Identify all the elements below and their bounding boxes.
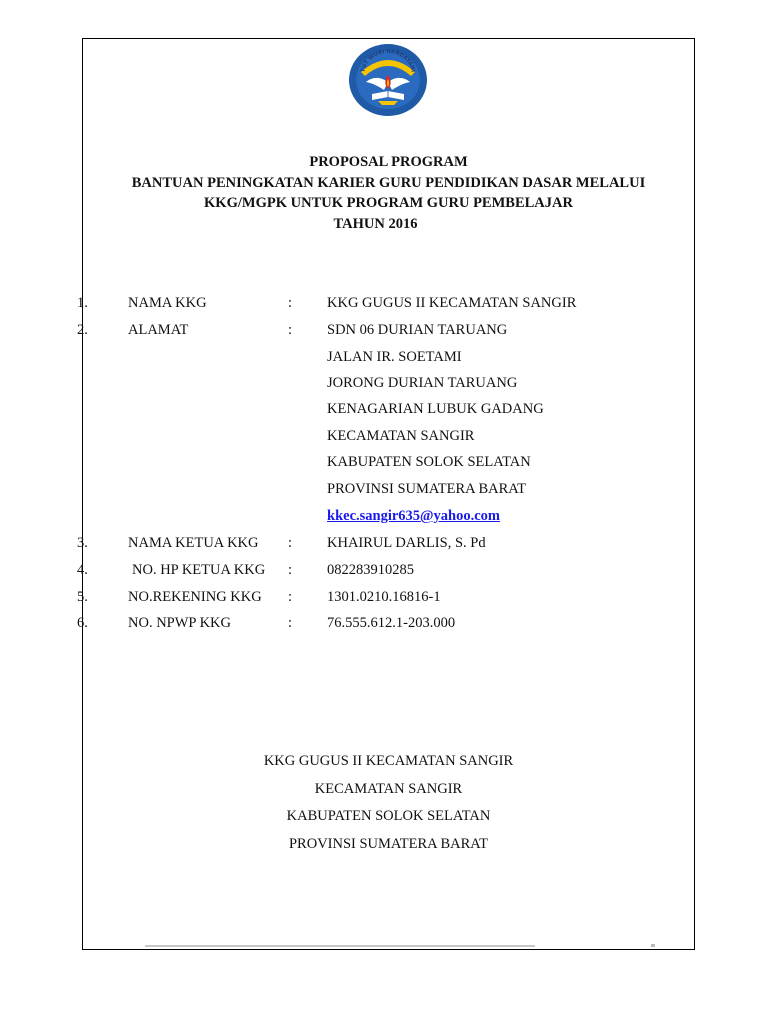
email-row [0, 505, 768, 527]
row-label: NAMA KETUA KKG [128, 535, 259, 551]
row-label: NO. HP KETUA KKG [132, 562, 266, 578]
address-line [0, 451, 768, 473]
info-row-hp-ketua [0, 559, 768, 581]
row-colon: : [288, 295, 293, 311]
title-line-2: BANTUAN PENINGKATAN KARIER GURU PENDIDIKAN DASAR MELALUI [131, 174, 646, 191]
info-row-nama-kkg [0, 292, 768, 314]
tut-wuri-handayani-logo [348, 42, 428, 117]
title-line-4: TAHUN 2016 [333, 215, 418, 232]
row-number: 5. [77, 589, 88, 605]
address-line-value: PROVINSI SUMATERA BARAT [327, 481, 527, 497]
address-line-value: KABUPATEN SOLOK SELATAN [327, 454, 531, 470]
row-colon: : [288, 322, 293, 338]
row-number: 4. [77, 562, 88, 578]
address-line [0, 398, 768, 420]
email-link[interactable]: kkec.sangir635@yahoo.com [327, 508, 500, 524]
row-label: NO.REKENING KKG [128, 589, 262, 605]
row-number: 1. [77, 295, 88, 311]
cut-off-footer-text [145, 945, 535, 948]
row-value: KKG GUGUS II KECAMATAN SANGIR [327, 295, 577, 311]
info-row-nama-ketua [0, 532, 768, 554]
address-line-value: JALAN IR. SOETAMI [327, 349, 462, 365]
row-colon: : [288, 562, 293, 578]
info-row-alamat [0, 319, 768, 341]
row-value: 1301.0210.16816-1 [327, 589, 441, 605]
footer-line: KKG GUGUS II KECAMATAN SANGIR [263, 753, 514, 769]
logo-motto-text: TUT WURI HANDAYANI [360, 48, 416, 73]
row-number: 2. [77, 322, 88, 338]
info-row-npwp [0, 612, 768, 634]
address-line-value: KENAGARIAN LUBUK GADANG [327, 401, 544, 417]
row-value: SDN 06 DURIAN TARUANG [327, 322, 508, 338]
footer-line: KECAMATAN SANGIR [314, 781, 463, 797]
footer-line: PROVINSI SUMATERA BARAT [288, 836, 488, 852]
row-colon: : [288, 615, 293, 631]
row-colon: : [288, 589, 293, 605]
row-value: 082283910285 [327, 562, 414, 578]
footer-line: KABUPATEN SOLOK SELATAN [286, 808, 491, 824]
title-line-3: KKG/MGPK UNTUK PROGRAM GURU PEMBELAJAR [204, 195, 573, 211]
info-row-rekening [0, 586, 768, 608]
proposal-title [82, 152, 695, 234]
row-label: NAMA KKG [128, 295, 207, 311]
row-value: 76.555.612.1-203.000 [327, 615, 456, 631]
address-line [0, 372, 768, 394]
row-number: 6. [77, 615, 88, 631]
address-line-value: KECAMATAN SANGIR [327, 428, 475, 444]
address-line-value: JORONG DURIAN TARUANG [327, 375, 518, 391]
address-line [0, 425, 768, 447]
row-label: ALAMAT [128, 322, 189, 338]
row-number: 3. [77, 535, 88, 551]
cut-off-page-number [651, 944, 655, 947]
title-line-1: PROPOSAL PROGRAM [309, 154, 468, 170]
row-value: KHAIRUL DARLIS, S. Pd [327, 535, 486, 551]
address-line [0, 478, 768, 500]
row-colon: : [288, 535, 293, 551]
row-label: NO. NPWP KKG [128, 615, 231, 631]
address-line [0, 346, 768, 368]
